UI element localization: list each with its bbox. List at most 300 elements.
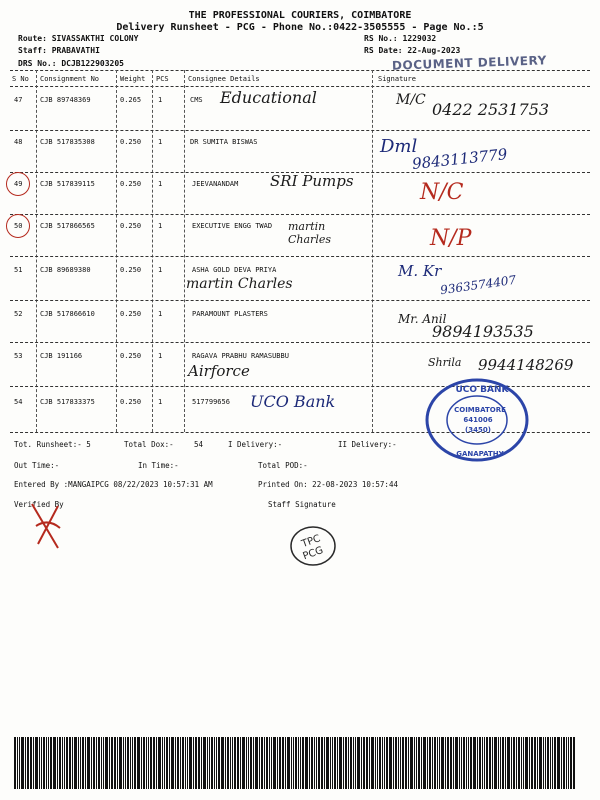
barcode-bar — [410, 737, 413, 789]
runsheet-title: Delivery Runsheet - PCG - Phone No.:0422-3505555 - Page No.:5 — [116, 22, 484, 33]
total-dox-label: Total Dox:- — [124, 440, 174, 449]
handwritten-phone: 9363574407 — [439, 272, 517, 298]
barcode-bar — [339, 737, 342, 789]
barcode-bar — [114, 737, 116, 789]
barcode-bar — [468, 737, 469, 789]
barcode-bar — [345, 737, 347, 789]
barcode-bar — [550, 737, 551, 789]
row-sno: 47 — [14, 96, 23, 104]
barcode-bar — [305, 737, 308, 789]
barcode-bar — [169, 737, 170, 789]
barcode-bar — [17, 737, 18, 789]
handwritten-name: SRI Pumps — [270, 172, 354, 190]
barcode-bar — [266, 737, 268, 789]
barcode-bar — [273, 737, 276, 789]
barcode-bar — [153, 737, 155, 789]
barcode-bar — [371, 737, 374, 789]
barcode-bar — [405, 737, 407, 789]
barcode-bar — [552, 737, 553, 789]
barcode-bar — [78, 737, 79, 789]
barcode-bar — [146, 737, 147, 789]
barcode-bar — [377, 737, 378, 789]
barcode-bar — [203, 737, 206, 789]
handwritten-name: Airforce — [188, 362, 250, 380]
barcode-bar — [447, 737, 449, 789]
barcode-bar — [259, 737, 260, 789]
barcode-bar — [207, 737, 208, 789]
row-consignment: CJB 517835308 — [40, 138, 95, 146]
barcode-bar — [398, 737, 399, 789]
barcode-bar — [232, 737, 233, 789]
barcode-bar — [531, 737, 533, 789]
barcode-bar — [246, 737, 247, 789]
barcode-bar — [369, 737, 370, 789]
handwritten-phone: 0422 2531753 — [432, 100, 550, 119]
barcode-bar — [198, 737, 200, 789]
barcode-bar — [518, 737, 520, 789]
barcode-bar — [195, 737, 197, 789]
barcode-bar — [69, 737, 71, 789]
bank-stamp-city: COIMBATORE — [454, 406, 506, 414]
row-consignee: EXECUTIVE ENGG TWAD — [192, 222, 273, 230]
row-consignee: PARAMOUNT PLASTERS — [192, 310, 268, 318]
barcode-bar — [158, 737, 161, 789]
handwritten-status: N/P — [430, 226, 472, 251]
barcode-bar — [500, 737, 501, 789]
tpc-pcg-stamp — [288, 524, 338, 568]
row-pcs: 1 — [158, 352, 163, 360]
tpc-stamp-line1: TPC — [300, 533, 323, 551]
barcode-bar — [227, 737, 229, 789]
barcode-bar — [187, 737, 188, 789]
row-rule — [10, 130, 590, 131]
barcode-bar — [513, 737, 515, 789]
row-consignment: CJB 517839115 — [40, 180, 95, 188]
handwritten-signature: M. Kr — [398, 262, 442, 280]
barcode-bar — [357, 737, 360, 789]
total-dox-value: 54 — [194, 440, 204, 449]
barcode-bar — [130, 737, 131, 789]
barcode-bar — [437, 737, 438, 789]
barcode-bar — [48, 737, 49, 789]
barcode-bar — [450, 737, 452, 789]
barcode-bar — [423, 737, 426, 789]
barcode-bar — [225, 737, 226, 789]
barcode-bar — [505, 737, 506, 789]
barcode-bar — [363, 737, 365, 789]
row-consignee: RAGAVA PRABHU RAMASUBBU — [192, 352, 289, 360]
barcode-bar — [180, 737, 181, 789]
barcode-bar — [14, 737, 16, 789]
barcode-bar — [318, 737, 320, 789]
barcode-bar — [461, 737, 462, 789]
row-consignment: CJB 517833375 — [40, 398, 95, 406]
barcode-bar — [87, 737, 90, 789]
barcode-bar — [74, 737, 77, 789]
barcode-bar — [343, 737, 344, 789]
barcode-bar — [53, 737, 56, 789]
barcode-bar — [473, 737, 476, 789]
document-delivery-stamp: DOCUMENT DELIVERY — [391, 53, 547, 73]
barcode-bar — [248, 737, 249, 789]
barcode-bar — [21, 737, 24, 789]
barcode-bar — [269, 737, 270, 789]
bank-stamp-code: (3450) — [465, 426, 491, 434]
row-weight: 0.250 — [120, 180, 142, 188]
barcode-bar — [64, 737, 65, 789]
barcode-bar — [326, 737, 329, 789]
row-consignment: CJB 517866565 — [40, 222, 95, 230]
row-weight: 0.250 — [120, 138, 142, 146]
barcode-bar — [434, 737, 436, 789]
col-sep — [116, 70, 117, 432]
barcode-bar — [525, 737, 528, 789]
row-weight: 0.250 — [120, 352, 142, 360]
total-pod: Total POD:- — [258, 461, 308, 470]
barcode-bar — [382, 737, 383, 789]
barcode-bar — [250, 737, 252, 789]
row-rule — [10, 342, 590, 343]
staff: Staff: PRABAVATHI — [18, 46, 100, 55]
barcode-bar — [291, 737, 292, 789]
barcode-bar — [453, 737, 454, 789]
barcode-bar — [137, 737, 140, 789]
barcode-bar — [421, 737, 422, 789]
handwritten-name: martin Charles — [186, 276, 293, 292]
barcode-bar — [568, 737, 569, 789]
barcode-bar — [271, 737, 272, 789]
bank-stamp-name: UCO BANK — [455, 385, 509, 395]
barcode-bar — [35, 737, 38, 789]
barcode-bar — [489, 737, 491, 789]
barcode-bar — [486, 737, 488, 789]
barcode-bar — [193, 737, 194, 789]
barcode-bar — [416, 737, 417, 789]
barcode-bar — [563, 737, 565, 789]
barcode-bar — [529, 737, 530, 789]
barcode-bar — [175, 737, 176, 789]
barcode-bar — [482, 737, 483, 789]
bank-stamp-pin: 641006 — [463, 416, 493, 424]
barcode-bar — [150, 737, 152, 789]
barcode-bar — [445, 737, 446, 789]
barcode-bar — [209, 737, 210, 789]
row-pcs: 1 — [158, 266, 163, 274]
uco-bank-stamp — [422, 376, 532, 464]
barcode-bar — [379, 737, 381, 789]
barcode-bar — [277, 737, 278, 789]
barcode-bar — [311, 737, 313, 789]
handwritten-signature: Mr. Anil — [398, 312, 447, 326]
barcode-bar — [466, 737, 467, 789]
barcode-bar — [539, 737, 542, 789]
barcode-bar — [439, 737, 440, 789]
col-consignee: Consignee Details — [188, 75, 260, 83]
barcode-bar — [502, 737, 504, 789]
barcode-bar — [570, 737, 572, 789]
rs-no: RS No.: 1229032 — [364, 34, 437, 43]
row-sno: 51 — [14, 266, 23, 274]
barcode-bar — [366, 737, 368, 789]
row-consignee: CMS — [190, 96, 203, 104]
barcode-bar — [264, 737, 265, 789]
barcode-bar — [427, 737, 428, 789]
barcode-bar — [441, 737, 444, 789]
barcode-bar — [119, 737, 122, 789]
in-time: In Time:- — [138, 461, 179, 470]
barcode-bar — [182, 737, 184, 789]
barcode-bar — [218, 737, 220, 789]
barcode-bar — [127, 737, 129, 789]
barcode-bar — [566, 737, 567, 789]
company-title: THE PROFESSIONAL COURIERS, COIMBATORE — [188, 10, 412, 21]
row-pcs: 1 — [158, 398, 163, 406]
barcode-bar — [516, 737, 517, 789]
barcode-bar — [211, 737, 213, 789]
ii-delivery: II Delivery:- — [338, 440, 397, 449]
barcode-bar — [498, 737, 499, 789]
barcode-bar — [166, 737, 168, 789]
row-rule — [10, 214, 590, 215]
barcode-bar — [402, 737, 404, 789]
barcode-bar — [332, 737, 333, 789]
row-pcs: 1 — [158, 222, 163, 230]
handwritten-signature: Dml — [380, 136, 418, 157]
barcode-bar — [177, 737, 179, 789]
barcode-bar — [573, 737, 575, 789]
out-time: Out Time:- — [14, 461, 60, 470]
row-pcs: 1 — [158, 96, 163, 104]
barcode-bar — [554, 737, 556, 789]
total-runsheet: Tot. Runsheet:- 5 — [14, 440, 91, 449]
barcode-bar — [33, 737, 34, 789]
barcode-bar — [27, 737, 29, 789]
barcode-bar — [375, 737, 376, 789]
barcode-bar — [111, 737, 113, 789]
barcode-bar — [353, 737, 354, 789]
barcode-bar — [43, 737, 45, 789]
barcode-bar — [96, 737, 97, 789]
barcode-bar — [523, 737, 524, 789]
row-sno: 52 — [14, 310, 23, 318]
barcode-bar — [282, 737, 284, 789]
handwritten-signature: M/C — [396, 92, 426, 108]
barcode-bar — [400, 737, 401, 789]
row-sno: 54 — [14, 398, 23, 406]
barcode-bar — [537, 737, 538, 789]
rs-date: RS Date: 22-Aug-2023 — [364, 46, 461, 55]
barcode-bar — [143, 737, 145, 789]
row-consignee: JEEVANANDAM — [192, 180, 239, 188]
barcode-bar — [39, 737, 40, 789]
barcode-bar — [492, 737, 493, 789]
barcode-bar — [164, 737, 165, 789]
bank-stamp-branch: GANAPATHY — [456, 450, 504, 458]
barcode-bar — [543, 737, 544, 789]
barcode-bar — [82, 737, 84, 789]
barcode-bar — [46, 737, 47, 789]
barcode-bar — [302, 737, 304, 789]
barcode-bar — [348, 737, 349, 789]
col-signature: Signature — [378, 75, 416, 83]
row-sno: 50 — [14, 222, 23, 230]
barcode-bar — [285, 737, 286, 789]
handwritten-phone: 9843113779 — [411, 145, 509, 173]
barcode-bar — [455, 737, 458, 789]
barcode-bar — [80, 737, 81, 789]
row-rule — [10, 256, 590, 257]
barcode-bar — [156, 737, 157, 789]
barcode-bar — [123, 737, 124, 789]
barcode-bar — [91, 737, 92, 789]
barcode-bar — [386, 737, 388, 789]
barcode-bar — [117, 737, 118, 789]
barcode-bar — [132, 737, 133, 789]
col-sep — [36, 70, 37, 432]
barcode-bar — [253, 737, 254, 789]
barcode-bar — [98, 737, 100, 789]
verified-signature-scribble — [28, 498, 68, 554]
rule-header — [10, 86, 590, 87]
barcode-bar — [85, 737, 86, 789]
barcode-bar — [557, 737, 560, 789]
barcode-bar — [389, 737, 392, 789]
row-rule — [10, 300, 590, 301]
barcode-bar — [418, 737, 420, 789]
barcode-bar — [19, 737, 20, 789]
barcode-bar — [185, 737, 186, 789]
barcode-bar — [408, 737, 409, 789]
barcode-bar — [350, 737, 352, 789]
barcode-bar — [171, 737, 174, 789]
barcode-bar — [201, 737, 202, 789]
handwritten-name: martin Charles — [288, 220, 331, 246]
barcode-bar — [511, 737, 512, 789]
barcode-bar — [393, 737, 394, 789]
barcode-bar — [221, 737, 224, 789]
barcode-bar — [287, 737, 290, 789]
barcode-bar — [105, 737, 108, 789]
barcode-bar — [148, 737, 149, 789]
barcode-bar — [189, 737, 192, 789]
col-sno: S No — [12, 75, 29, 83]
row-consignee: ASHA GOLD DEVA PRIYA — [192, 266, 277, 274]
col-sep — [184, 70, 185, 432]
barcode-bar — [355, 737, 356, 789]
barcode-bar — [507, 737, 510, 789]
tpc-stamp-line2: PCG — [301, 544, 325, 563]
row-consignment: CJB 517866610 — [40, 310, 95, 318]
row-consignment: CJB 191166 — [40, 352, 83, 360]
barcode-bar — [479, 737, 481, 789]
row-pcs: 1 — [158, 180, 163, 188]
barcode-bar — [230, 737, 231, 789]
barcode-bar — [494, 737, 497, 789]
barcode-bar — [463, 737, 465, 789]
barcode-bar — [125, 737, 126, 789]
barcode-bar — [330, 737, 331, 789]
barcode-bar — [240, 737, 241, 789]
handwritten-phone: 9944148269 — [478, 356, 574, 374]
row-consignment: CJB 89689380 — [40, 266, 91, 274]
barcode-bar — [101, 737, 102, 789]
barcode-bar — [484, 737, 485, 789]
barcode-bar — [255, 737, 258, 789]
barcode-bar — [214, 737, 215, 789]
barcode-bar — [59, 737, 61, 789]
barcode-bar — [384, 737, 385, 789]
col-sep — [372, 70, 373, 432]
barcode-bar — [93, 737, 95, 789]
barcode-bar — [279, 737, 281, 789]
barcode-bar — [72, 737, 73, 789]
barcode-bar — [141, 737, 142, 789]
printed-on: Printed On: 22-08-2023 10:57:44 — [258, 480, 398, 489]
barcode-bar — [298, 737, 299, 789]
barcode-bar — [547, 737, 549, 789]
barcode-bar — [314, 737, 315, 789]
handwritten-name: Educational — [220, 88, 317, 107]
col-pcs: PCS — [156, 75, 169, 83]
barcode-bar — [321, 737, 323, 789]
row-sno: 49 — [14, 180, 23, 188]
barcode-bar — [309, 737, 310, 789]
row-weight: 0.250 — [120, 310, 142, 318]
barcode-bar — [66, 737, 68, 789]
handwritten-signature: Shrila — [428, 356, 462, 369]
row-consignee: 517799656 — [192, 398, 230, 406]
barcode-bar — [41, 737, 42, 789]
barcode-bar — [534, 737, 536, 789]
barcode-bar — [216, 737, 217, 789]
barcode-bar — [361, 737, 362, 789]
barcode-bar — [261, 737, 263, 789]
row-consignment: CJB 89748369 — [40, 96, 91, 104]
staff-signature: Staff Signature — [268, 500, 336, 509]
barcode-bar — [25, 737, 26, 789]
barcode-bar — [103, 737, 104, 789]
col-consignment: Consignment No — [40, 75, 100, 83]
barcode-bar — [30, 737, 32, 789]
verified-by: Verified By — [14, 500, 64, 509]
col-sep — [152, 70, 153, 432]
barcode-bar — [337, 737, 338, 789]
route: Route: SIVASSAKTHI COLONY — [18, 34, 139, 43]
rule-top — [10, 70, 590, 71]
i-delivery: I Delivery:- — [228, 440, 283, 449]
barcode-bar — [293, 737, 294, 789]
barcode-bar — [414, 737, 415, 789]
entered-by: Entered By :MANGAIPCG 08/22/2023 10:57:31 AM — [14, 480, 213, 489]
barcode-bar — [429, 737, 431, 789]
barcode-bar — [395, 737, 397, 789]
barcode-bar — [162, 737, 163, 789]
barcode-bar — [470, 737, 472, 789]
barcode-bar — [477, 737, 478, 789]
barcode-bar — [521, 737, 522, 789]
barcode-bar — [50, 737, 52, 789]
row-weight: 0.250 — [120, 222, 142, 230]
row-weight: 0.250 — [120, 398, 142, 406]
handwritten-name: UCO Bank — [250, 392, 336, 411]
barcode-bar — [334, 737, 336, 789]
barcode-bar — [237, 737, 239, 789]
barcode-bar — [561, 737, 562, 789]
drs-no: DRS No.: DCJB122903205 — [18, 59, 124, 68]
row-sno: 48 — [14, 138, 23, 146]
row-consignee: DR SUMITA BISWAS — [190, 138, 258, 146]
row-weight: 0.250 — [120, 266, 142, 274]
